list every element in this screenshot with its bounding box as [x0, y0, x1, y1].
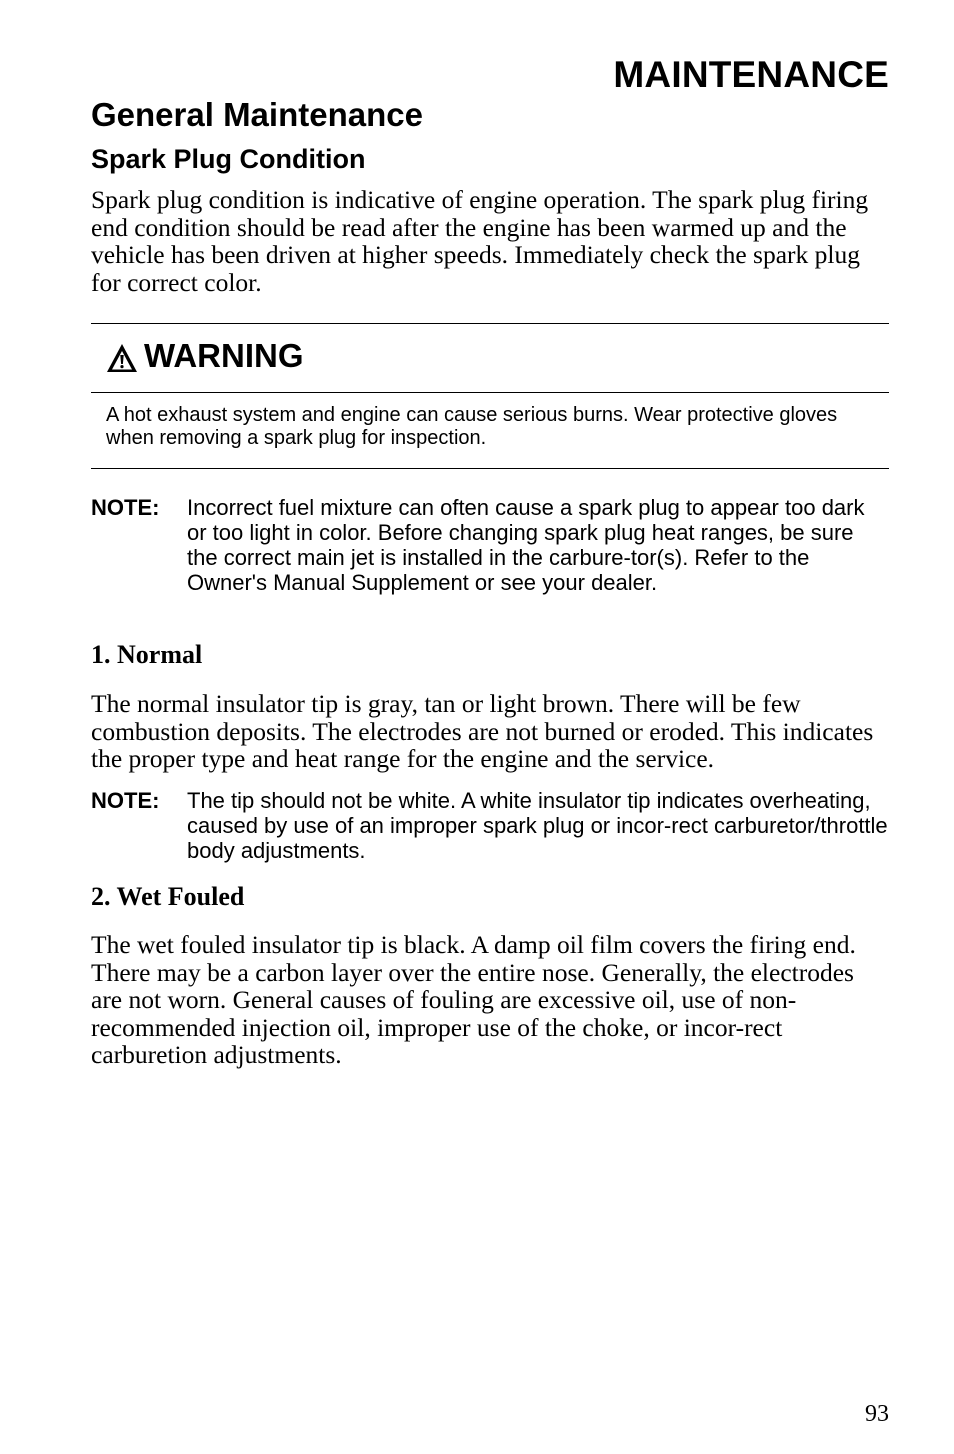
- manual-page: [91, 0, 889, 1454]
- wet-fouled-paragraph: The wet fouled insulator tip is black. A damp oil film covers the firing end. There may be a carbon layer over the entire nose. Generally, the electrodes are not worn. General causes of fouling are excessive oil, use of non-recommended injection oil, improper use of the choke, or incor-rect carburetion adjustments.: [91, 930, 856, 1069]
- heading-normal: 1. Normal: [91, 640, 203, 669]
- note-fuel-mixture: [91, 495, 889, 595]
- note-text: The tip should not be white. A white insulator tip indicates overheating, caused by use of an improper spark plug or incor-rect carburetor/throttle body adjustments.: [187, 788, 888, 863]
- section-title: General Maintenance: [91, 96, 423, 133]
- warning-header: [106, 336, 304, 376]
- warning-text: A hot exhaust system and engine can cause serious burns. Wear protective gloves when removing a spark plug for inspection.: [106, 404, 838, 449]
- intro-paragraph: Spark plug condition is indicative of engine operation. The spark plug firing end condition should be read after the engine has been warmed up and the vehicle has been driven at higher speeds. Immediately check the spark plug for correct color.: [91, 185, 869, 297]
- normal-paragraph: The normal insulator tip is gray, tan or light brown. There will be few combustion deposits. The electrodes are not burned or eroded. This indicates the proper type and heat range for the engine and the service.: [91, 689, 874, 773]
- warning-box: [91, 323, 889, 469]
- note-label: NOTE:: [91, 495, 160, 520]
- note-white-tip: [91, 788, 889, 863]
- page-number: 93: [865, 1401, 889, 1427]
- warning-triangle-icon: [106, 343, 138, 373]
- subsection-title: Spark Plug Condition: [91, 144, 366, 174]
- note-label: NOTE:: [91, 788, 160, 813]
- heading-wet-fouled: 2. Wet Fouled: [91, 882, 245, 911]
- warning-divider: [91, 392, 889, 393]
- chapter-title: MAINTENANCE: [613, 54, 889, 95]
- warning-title: WARNING: [144, 337, 304, 374]
- note-text: Incorrect fuel mixture can often cause a spark plug to appear too dark or too light in color. Before changing spark plug heat ranges, be sure the correct main jet is installed in the carbure-tor(s). Refer to the Owner's Manual Supplement or see your dealer.: [187, 495, 865, 595]
